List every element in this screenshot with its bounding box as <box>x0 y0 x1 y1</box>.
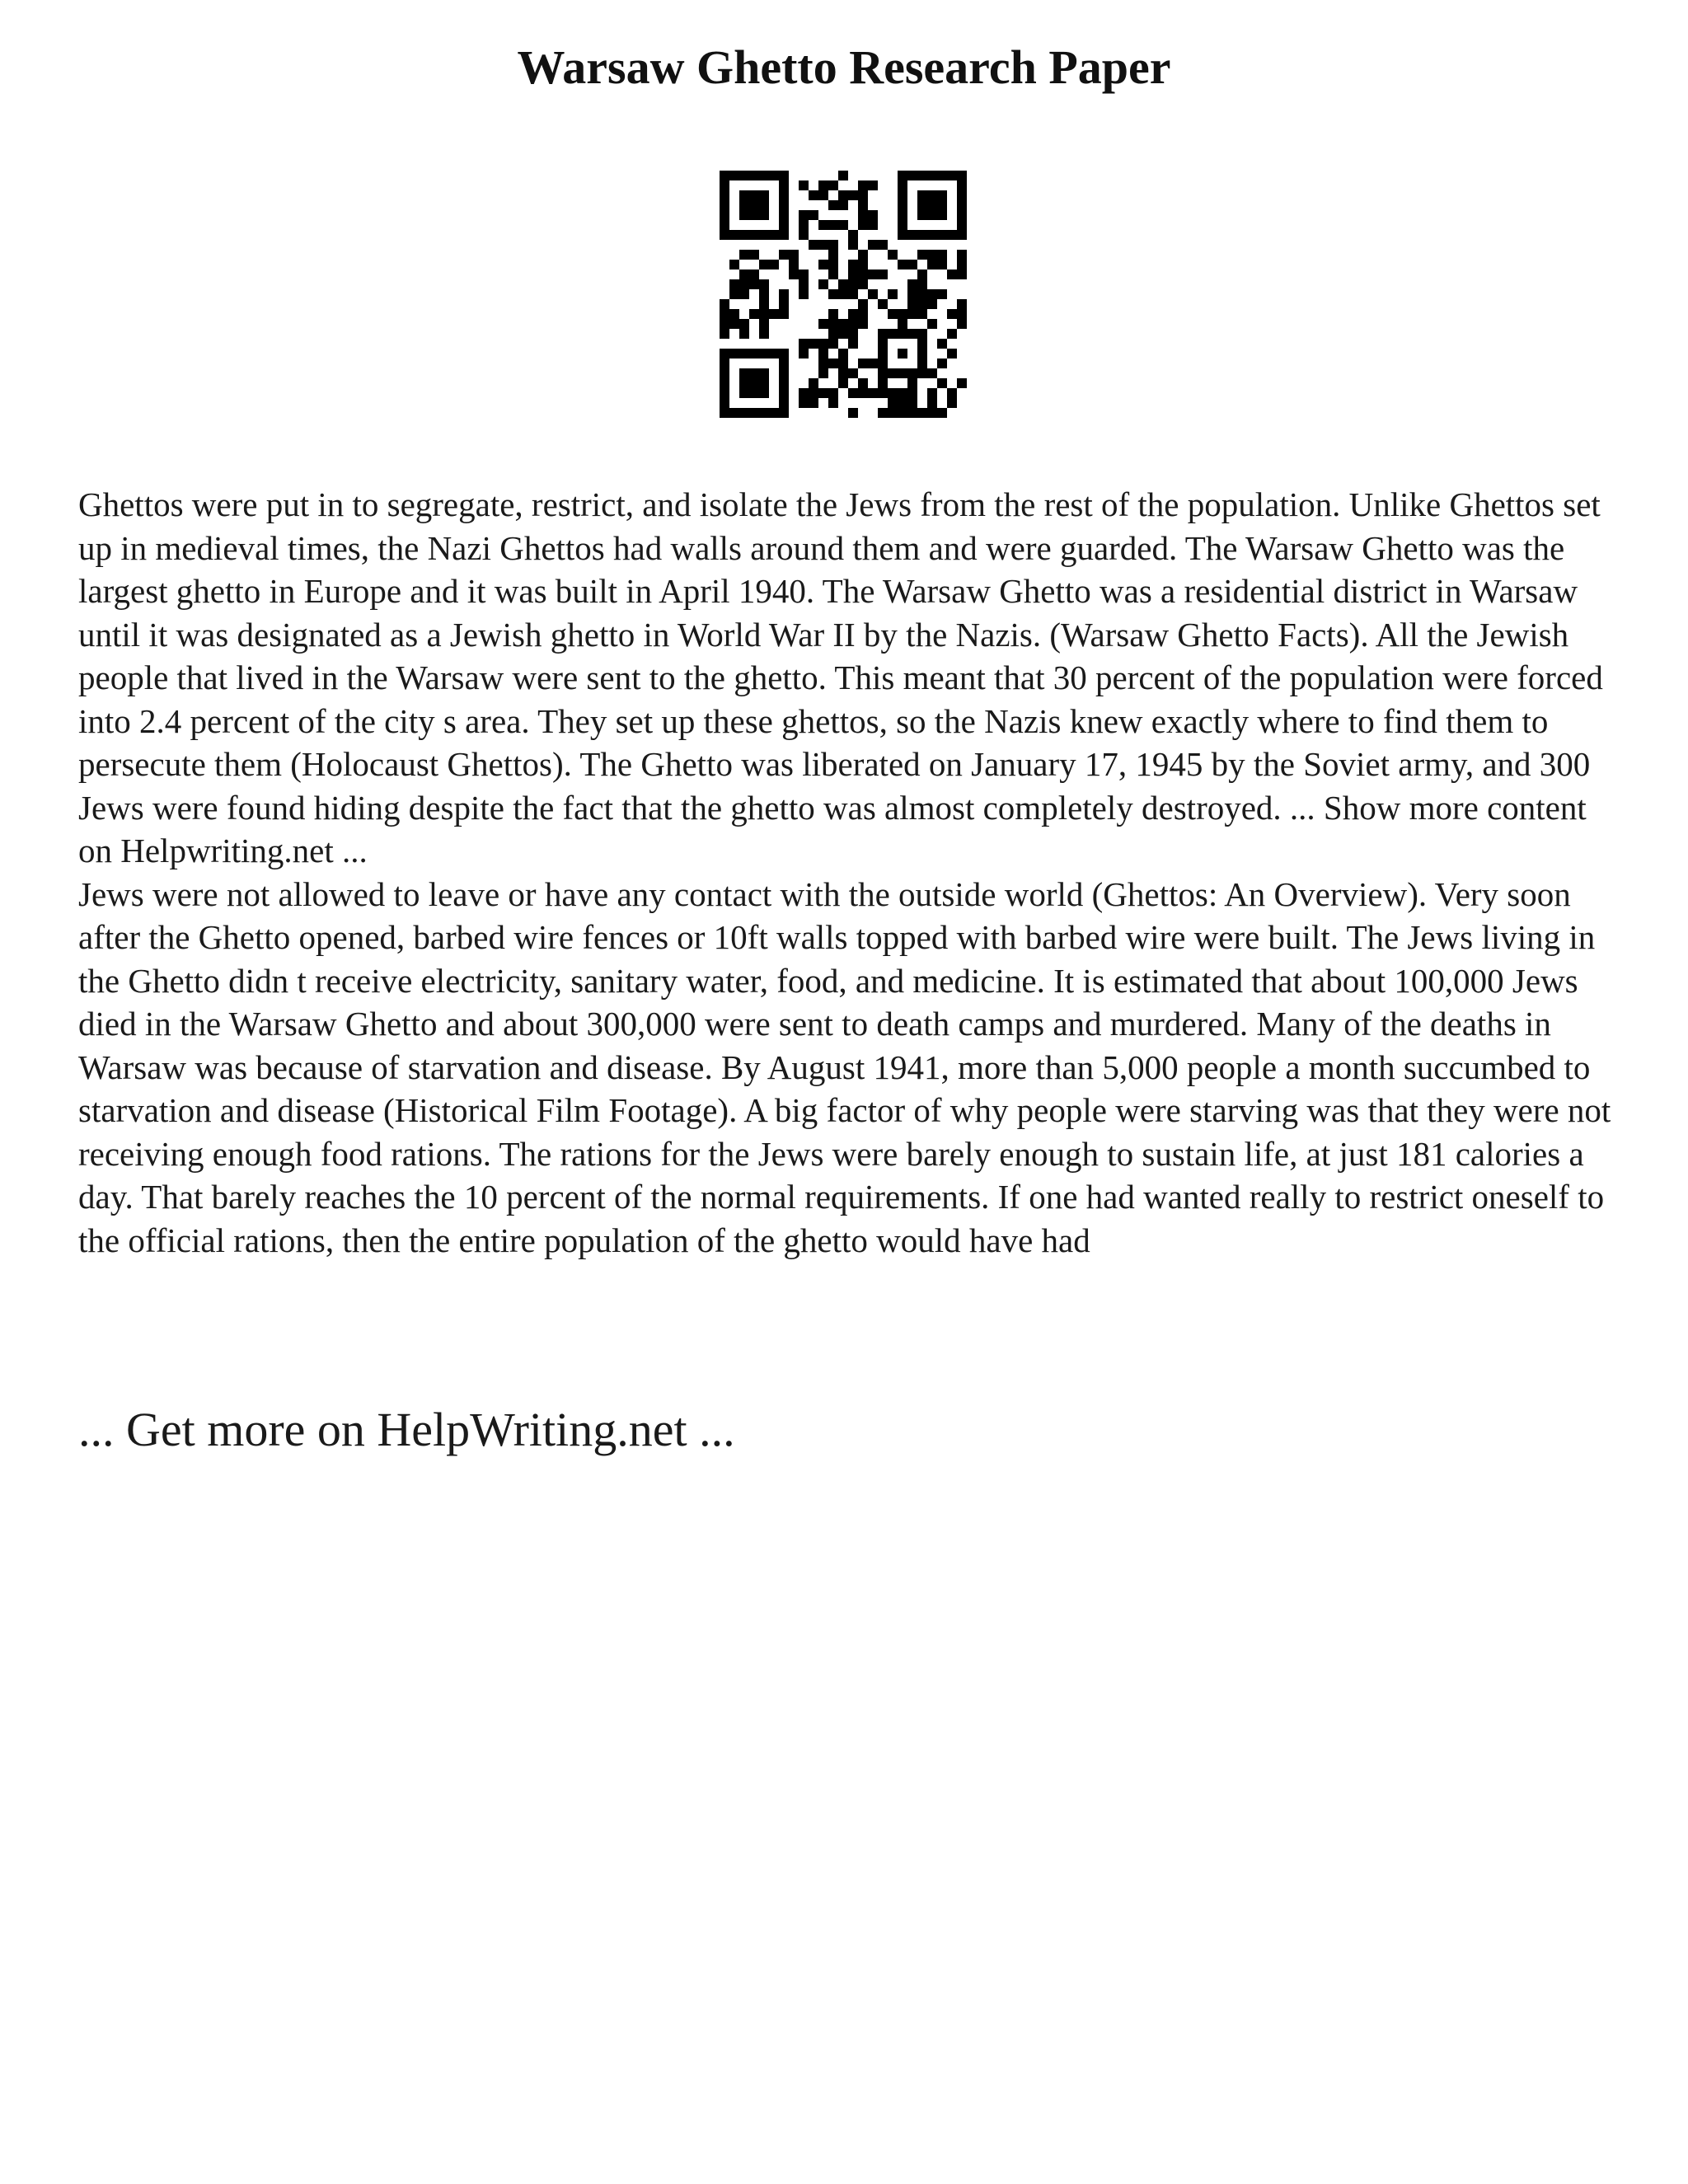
paragraph: Ghettos were put in to segregate, restrict, and isolate the Jews from the rest of the population. Unlike Ghettos set up in medieval times, the Nazi Ghettos had walls around them and were guarded. The Warsaw Ghetto was the largest ghetto in Europe and it was built in April 1940. The Warsaw Ghetto was a residential district in Warsaw until it was designated as a Jewish ghetto in World War II by the Nazis. (Warsaw Ghetto Facts). All the Jewish people that lived in the Warsaw were sent to the ghetto. This meant that 30 percent of the population were forced into 2.4 percent of the city s area. They set up these ghettos, so the Nazis knew exactly where to find them to persecute them (Holocaust Ghettos). The Ghetto was liberated on January 17, 1945 by the Soviet army, and 300 Jews were found hiding despite the fact that the ghetto was almost completely destroyed. ... Show more content on Helpwriting.net ... <box>78 485 1603 869</box>
page-title: Warsaw Ghetto Research Paper <box>517 40 1171 94</box>
get-more-link[interactable]: ... Get more on HelpWriting.net ... <box>78 1403 735 1456</box>
qr-code-icon[interactable] <box>720 171 967 418</box>
article-body <box>78 483 1628 1262</box>
paragraph: Jews were not allowed to leave or have any contact with the outside world (Ghettos: An Overview). Very soon after the Ghetto opened, barbed wire fences or 10ft walls topped with barbed wire were built. The Jews living in the Ghetto didn t receive electricity, sanitary water, food, and medicine. It is estimated that about 100,000 Jews died in the Warsaw Ghetto and about 300,000 were sent to death camps and murdered. Many of the deaths in Warsaw was because of starvation and disease. By August 1941, more than 5,000 people a month succumbed to starvation and disease (Historical Film Footage). A big factor of why people were starving was that they were not receiving enough food rations. The rations for the Jews were barely enough to sustain life, at just 181 calories a day. That barely reaches the 10 percent of the normal requirements. If one had wanted really to restrict oneself to the official rations, then the entire population of the ghetto would have had <box>78 874 1611 1259</box>
